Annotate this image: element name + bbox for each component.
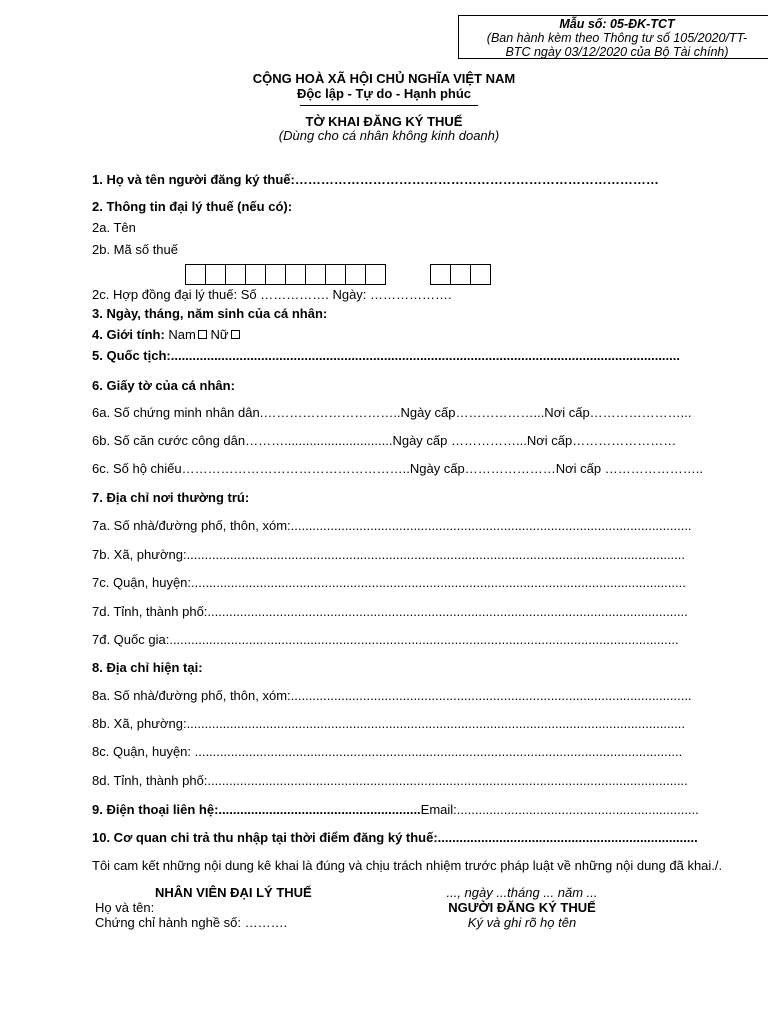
field-7c-district: 7c. Quận, huyện:.........................................................................................................................................	[92, 575, 686, 590]
field-7a-street: 7a. Số nhà/đường phố, thôn, xóm:...............................................................................................................	[92, 518, 692, 533]
motto: Độc lập - Tự do - Hạnh phúc	[296, 86, 472, 101]
field-7b-ward: 7b. Xã, phường:..........................................................................................................................................	[92, 547, 685, 562]
tax-code-cell[interactable]	[470, 264, 491, 285]
field-8c-district: 8c. Quận, huyện: .......................................................................................................................................	[92, 744, 683, 759]
field-9-contact	[92, 802, 699, 817]
form-title: TỜ KHAI ĐĂNG KÝ THUẾ	[305, 114, 463, 129]
male-checkbox[interactable]	[198, 330, 207, 339]
agent-certificate: Chứng chỉ hành nghề số: ……….	[95, 915, 288, 930]
tax-code-cell[interactable]	[305, 264, 326, 285]
field-2c-contract: 2c. Hợp đồng đại lý thuế: Số ……………. Ngày: ……………….	[92, 287, 452, 302]
tax-code-cell[interactable]	[225, 264, 246, 285]
gender-label: 4. Giới tính:	[92, 327, 165, 342]
field-6b-citizen-id: 6b. Số căn cước công dân………..............................Ngày cấp ……………...Nơi cấp……………………	[92, 433, 677, 448]
form-number-box	[458, 15, 768, 59]
form-number: Mẫu số: 05-ĐK-TCT	[559, 17, 675, 31]
tax-code-cell[interactable]	[430, 264, 451, 285]
tax-code-cell[interactable]	[245, 264, 266, 285]
field-7e-country: 7đ. Quốc gia:.............................................................................................................................................	[92, 632, 679, 647]
gender-female-label: Nữ	[210, 327, 229, 342]
form-subtitle: (Dùng cho cá nhân không kinh doanh)	[278, 128, 500, 143]
field-6a-id-card: 6a. Số chứng minh nhân dân.…………………………..Ngày cấp………………...Nơi cấp…………………...	[92, 405, 692, 420]
nation-heading: CỘNG HOÀ XÃ HỘI CHỦ NGHĨA VIỆT NAM	[252, 71, 516, 86]
tax-code-cells[interactable]	[186, 264, 386, 285]
female-checkbox[interactable]	[231, 330, 240, 339]
field-2-agent: 2. Thông tin đại lý thuế (nếu có):	[92, 199, 293, 214]
field-8-current-address: 8. Địa chỉ hiện tại:	[92, 660, 203, 675]
field-7-permanent-address: 7. Địa chỉ nơi thường trú:	[92, 490, 250, 505]
field-8a-street: 8a. Số nhà/đường phố, thôn, xóm:...............................................................................................................	[92, 688, 692, 703]
tax-code-cell[interactable]	[345, 264, 366, 285]
agent-name: Họ và tên:	[95, 900, 155, 915]
tax-code-cell[interactable]	[185, 264, 206, 285]
issued-note-line2: BTC ngày 03/12/2020 của Bộ Tài chính)	[505, 45, 729, 59]
commitment-statement: Tôi cam kết những nội dung kê khai là đúng và chịu trách nhiệm trước pháp luật về những nội dung đã khai./.	[92, 858, 723, 873]
agent-title: NHÂN VIÊN ĐẠI LÝ THUẾ	[155, 885, 312, 900]
registrant-title: NGƯỜI ĐĂNG KÝ THUẾ	[448, 900, 596, 915]
phone-label: 9. Điện thoại liên hệ:........................................................	[92, 802, 421, 817]
field-10-payer: 10. Cơ quan chi trả thu nhập tại thời điểm đăng ký thuế:........................................................................	[92, 830, 698, 845]
tax-code-cell[interactable]	[265, 264, 286, 285]
field-7d-province: 7d. Tỉnh, thành phố:.....................................................................................................................................	[92, 604, 688, 619]
tax-code-cell[interactable]	[365, 264, 386, 285]
field-3-birthdate: 3. Ngày, tháng, năm sinh của cá nhân:	[92, 306, 328, 321]
email-label: Email:...................................................................	[420, 802, 699, 817]
tax-code-cell[interactable]	[450, 264, 471, 285]
field-8b-ward: 8b. Xã, phường:..........................................................................................................................................	[92, 716, 685, 731]
tax-code-cell[interactable]	[205, 264, 226, 285]
field-2a-name: 2a. Tên	[92, 220, 136, 235]
tax-code-suffix-cells[interactable]	[431, 264, 491, 285]
gender-male-label: Nam	[168, 327, 196, 342]
tax-code-cell[interactable]	[285, 264, 306, 285]
issued-note-line1: (Ban hành kèm theo Thông tư số 105/2020/TT-	[486, 31, 748, 45]
tax-code-cell[interactable]	[325, 264, 346, 285]
field-1-name: 1. Họ và tên người đăng ký thuế:…………………………………………………………………………	[92, 172, 659, 187]
field-2b-taxcode: 2b. Mã số thuế	[92, 242, 178, 257]
registrant-sign-note: Ký và ghi rõ họ tên	[467, 915, 577, 930]
field-6-documents: 6. Giấy tờ của cá nhân:	[92, 378, 235, 393]
motto-underline	[300, 105, 478, 106]
date-line: ..., ngày ...tháng ... năm ...	[446, 885, 598, 900]
field-4-gender	[92, 327, 240, 342]
field-6c-passport: 6c. Số hộ chiếu……………………………………………..Ngày cấp…………………Nơi cấp …………………..	[92, 461, 703, 476]
field-5-nationality: 5. Quốc tịch:.............................................................................................................................................	[92, 348, 680, 363]
field-8d-province: 8d. Tỉnh, thành phố:.....................................................................................................................................	[92, 773, 688, 788]
